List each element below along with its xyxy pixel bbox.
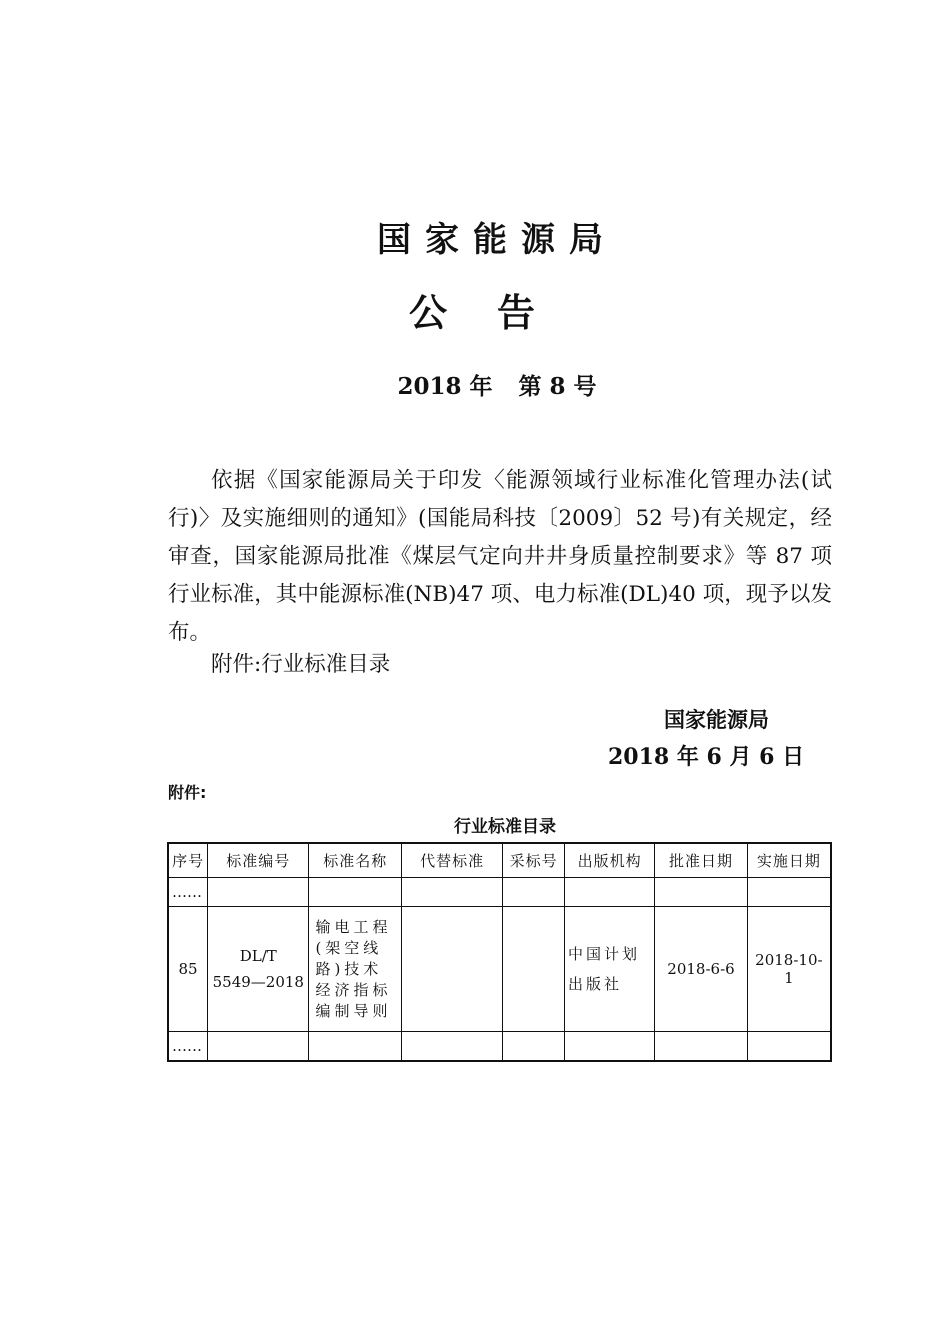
header-replaces: 代替标准 xyxy=(401,843,502,878)
cell-code-prefix: DL/T xyxy=(239,947,277,965)
cell-code-number: 5549—2018 xyxy=(212,973,304,991)
table-row xyxy=(168,878,831,907)
notice-title: 公告 xyxy=(408,291,585,335)
header-no: 序号 xyxy=(168,843,208,878)
cell-code xyxy=(208,907,309,1032)
cell-replaces xyxy=(401,907,502,1032)
header-approved: 批准日期 xyxy=(655,843,748,878)
header-name: 标准名称 xyxy=(309,843,402,878)
header-implemented: 实施日期 xyxy=(747,843,831,878)
ellipsis-cell: …… xyxy=(168,1032,208,1062)
ellipsis-cell: …… xyxy=(168,878,208,907)
table-header-row xyxy=(168,843,831,878)
issue-year: 2018 年 xyxy=(397,373,493,400)
catalog-title: 行业标准目录 xyxy=(454,817,556,837)
attachment-reference: 附件:行业标准目录 xyxy=(211,652,391,677)
header-code: 标准编号 xyxy=(208,843,309,878)
cell-name: 输电工程(架空线路)技术经济指标编制导则 xyxy=(309,907,402,1032)
cell-adopted xyxy=(503,907,565,1032)
table-row xyxy=(168,1032,831,1062)
notice-body: 依据《国家能源局关于印发〈能源领域行业标准化管理办法(试行)〉及实施细则的通知》(国能局科技〔2009〕52 号)有关规定，经审查，国家能源局批准《煤层气定向井井身质量控制要求》等 87 项行业标准，其中能源标准(NB)47 项、电力标准(DL)40 项，现予以发布。 xyxy=(168,468,832,645)
cell-publisher: 中国计划出版社 xyxy=(564,907,654,1032)
issue-sequence: 第 8 号 xyxy=(518,373,597,400)
agency-heading: 国家能源局 xyxy=(377,220,617,260)
cell-implemented: 2018-10-1 xyxy=(747,907,831,1032)
standards-catalog-table xyxy=(167,842,832,1062)
header-adopted: 采标号 xyxy=(503,843,565,878)
cell-no: 85 xyxy=(168,907,208,1032)
signature-date: 2018 年 6 月 6 日 xyxy=(608,744,805,770)
table-row xyxy=(168,907,831,1032)
attachment-label: 附件: xyxy=(168,783,207,802)
header-publisher: 出版机构 xyxy=(564,843,654,878)
issue-number xyxy=(0,368,950,401)
signature-agency: 国家能源局 xyxy=(664,708,769,732)
cell-approved: 2018-6-6 xyxy=(655,907,748,1032)
